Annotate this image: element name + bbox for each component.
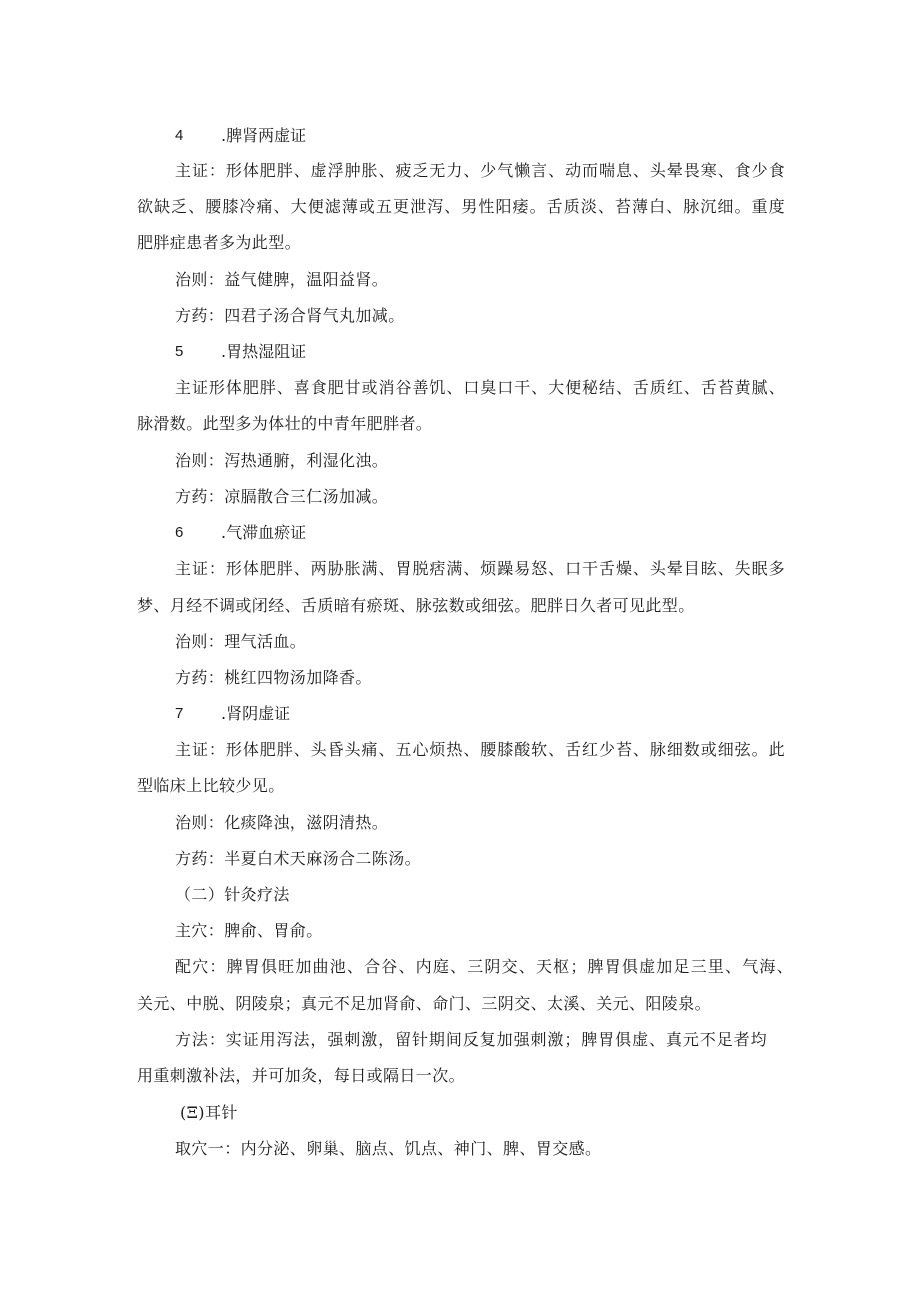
paragraph-line: 型临床上比较少见。 <box>137 776 285 795</box>
section-title: .气滞血瘀证 <box>221 523 307 542</box>
paragraph-line: 用重刺激补法，并可加灸，每日或隔日一次。 <box>137 1066 466 1085</box>
treatment-line: 治则：泻热通腑，利湿化浊。 <box>175 451 389 470</box>
subsection-heading: (Ξ)耳针 <box>180 1103 238 1122</box>
treatment-line: 治则：理气活血。 <box>175 632 307 651</box>
subsection-heading: （二）针灸疗法 <box>175 885 290 904</box>
section-title: .肾阴虚证 <box>221 704 291 723</box>
paragraph-line: 关元、中脱、阴陵泉；真元不足加肾俞、命门、三阴交、太溪、关元、阳陵泉。 <box>137 994 712 1013</box>
prescription-line: 方药：四君子汤合肾气丸加减。 <box>175 306 405 325</box>
section-title: .胃热湿阻证 <box>221 342 307 361</box>
section-number: 7 <box>175 705 184 722</box>
prescription-line: 方药：凉膈散合三仁汤加减。 <box>175 487 389 506</box>
main-points-line: 主穴：脾俞、胃俞。 <box>175 921 323 940</box>
paragraph-line: 方法：实证用泻法，强刺激，留针期间反复加强刺激；脾胃俱虚、真元不足者均 <box>175 1030 767 1049</box>
paragraph-line: 配穴：脾胃俱旺加曲池、合谷、内庭、三阴交、天枢；脾胃俱虚加足三里、气海、 <box>175 957 793 976</box>
paragraph-line: 主证：形体肥胖、头昏头痛、五心烦热、腰膝酸软、舌红少苔、脉细数或细弦。此 <box>175 740 785 759</box>
paragraph-line: 梦、月经不调或闭经、舌质暗有瘀斑、脉弦数或细弦。肥胖日久者可见此型。 <box>137 596 695 615</box>
paragraph-line: 主证形体肥胖、喜食肥甘或消谷善饥、口臭口干、大便秘结、舌质红、舌苔黄腻、 <box>175 378 785 397</box>
paragraph-line: 主证：形体肥胖、虚浮肿胀、疲乏无力、少气懒言、动而喘息、头晕畏寒、食少食 <box>175 161 785 180</box>
section-number: 4 <box>175 127 184 144</box>
paragraph-line: 肥胖症患者多为此型。 <box>137 233 302 252</box>
treatment-line: 治则：益气健脾，温阳益肾。 <box>175 270 389 289</box>
prescription-line: 方药：桃红四物汤加降香。 <box>175 668 372 687</box>
paragraph-line: 脉滑数。此型多为体壮的中青年肥胖者。 <box>137 414 433 433</box>
section-number: 5 <box>175 343 184 360</box>
points-line: 取穴一：内分泌、卵巢、脑点、饥点、神门、脾、胃交感。 <box>175 1139 602 1158</box>
treatment-line: 治则：化痰降浊，滋阴清热。 <box>175 813 389 832</box>
paragraph-line: 主证：形体肥胖、两胁胀满、胃脱痞满、烦躁易怒、口干舌燥、头晕目眩、失眠多 <box>175 559 785 578</box>
section-number: 6 <box>175 524 184 541</box>
prescription-line: 方药：半夏白术天麻汤合二陈汤。 <box>175 849 422 868</box>
paragraph-line: 欲缺乏、腰膝冷痛、大便滤薄或五更泄泻、男性阳痿。舌质淡、苔薄白、脉沉细。重度 <box>137 197 785 216</box>
section-title: .脾肾两虚证 <box>221 126 307 145</box>
